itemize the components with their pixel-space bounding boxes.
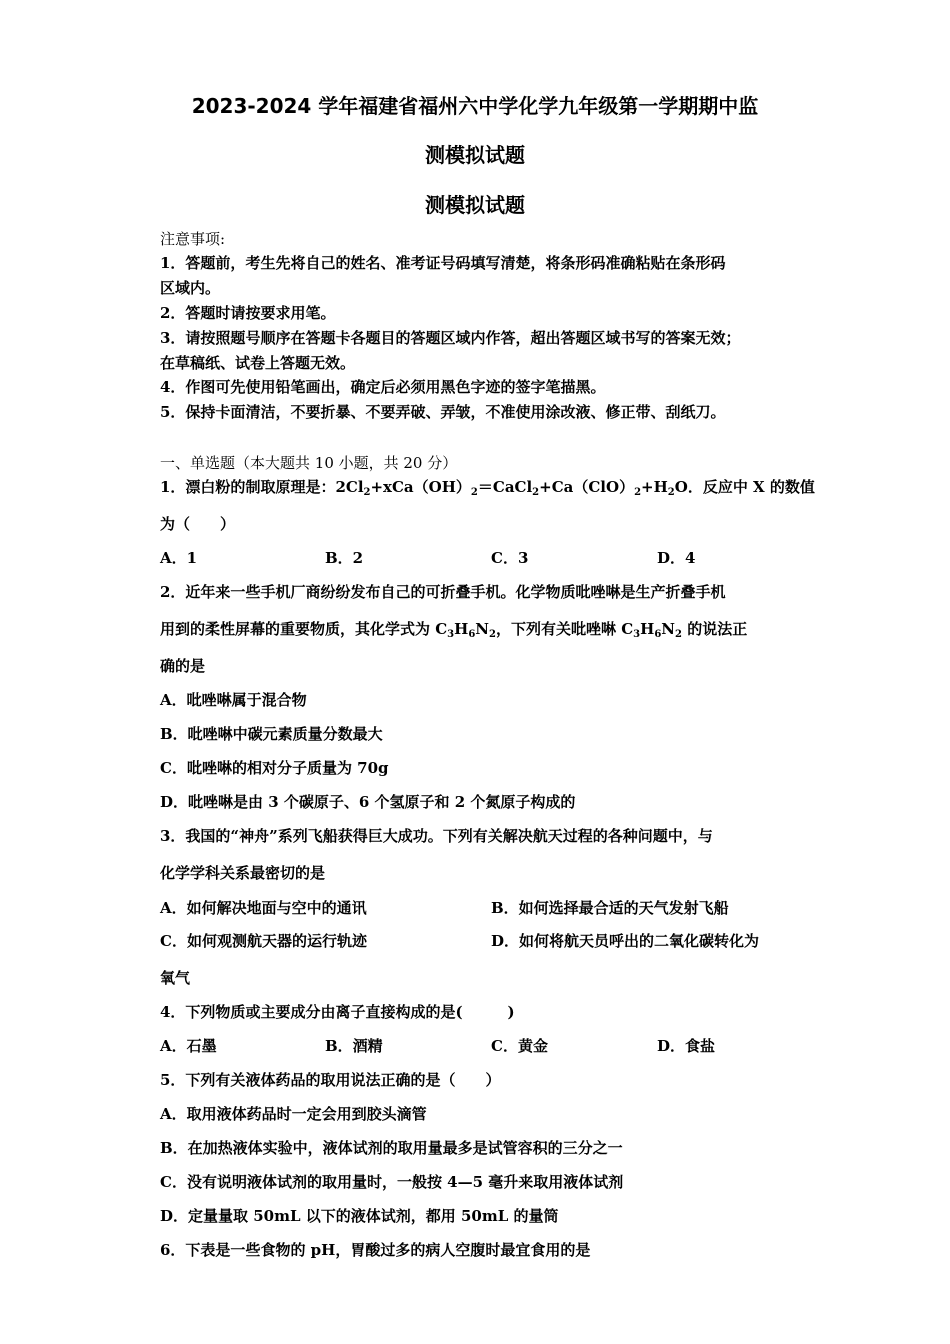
exam-title-line3: 测模拟试题 — [425, 193, 525, 217]
question-2-stem: 2．近年来一些手机厂商纷纷发布自己的可折叠手机。化学物质吡唑啉是生产折叠手机 — [160, 583, 726, 601]
notice-item-5: 5．保持卡面清洁，不要折暴、不要弄破、弄皱，不准使用涂改液、修正带、刮纸刀。 — [160, 403, 726, 421]
question-1-stem-cont: 为（ ） — [160, 515, 236, 533]
notice-heading: 注意事项: — [160, 230, 226, 248]
notice-item-2: 2．答题时请按要求用笔。 — [160, 304, 336, 322]
q1-option-d: D．4 — [657, 549, 696, 567]
exam-title-line2: 测模拟试题 — [425, 143, 525, 167]
q2-option-b: B．吡唑啉中碳元素质量分数最大 — [160, 725, 383, 743]
question-3-stem-cont: 化学学科关系最密切的是 — [160, 864, 326, 882]
q2-option-a: A．吡唑啉属于混合物 — [160, 691, 307, 709]
notice-item-1: 1．答题前，考生先将自己的姓名、准考证号码填写清楚，将条形码准确粘贴在条形码 — [160, 254, 726, 272]
q3-option-d: D．如何将航天员呼出的二氧化碳转化为 — [491, 932, 760, 950]
q4-option-b: B．酒精 — [325, 1037, 383, 1055]
question-2-stem-cont: 用到的柔性屏幕的重要物质，其化学式为 $C_3H_6N_2$，下列有关吡唑啉 $C_3H_6N_2$ 的说法正 — [160, 620, 748, 640]
q2-option-c: C．吡唑啉的相对分子质量为 70g — [160, 759, 389, 777]
q2-option-d: D．吡唑啉是由 3 个碳原子、6 个氢原子和 2 个氮原子构成的 — [160, 793, 576, 811]
question-5-stem: 5．下列有关液体药品的取用说法正确的是（ ） — [160, 1071, 501, 1089]
q4-option-d: D．食盐 — [657, 1037, 716, 1055]
q3-option-b: B．如何选择最合适的天气发射飞船 — [491, 899, 729, 917]
exam-title-line1: 2023-2024 学年福建省福州六中学化学九年级第一学期期中监 — [191, 94, 759, 118]
q3-option-c: C．如何观测航天器的运行轨迹 — [160, 932, 367, 950]
q3-option-a: A．如何解决地面与空中的通讯 — [160, 899, 367, 917]
q5-option-c: C．没有说明液体试剂的取用量时，一般按 4—5 毫升来取用液体试剂 — [160, 1173, 624, 1191]
q5-option-a: A．取用液体药品时一定会用到胶头滴管 — [160, 1105, 427, 1123]
q5-option-b: B．在加热液体实验中，液体试剂的取用量最多是试管容积的三分之一 — [160, 1139, 623, 1157]
question-3-stem: 3．我国的“神舟”系列飞船获得巨大成功。下列有关解决航天过程的各种问题中，与 — [160, 827, 713, 845]
q4-option-a: A．石墨 — [160, 1037, 217, 1055]
notice-item-3-cont: 在草稿纸、试卷上答题无效。 — [160, 354, 356, 372]
q5-option-d: D．定量量取 50mL 以下的液体试剂，都用 50mL 的量筒 — [160, 1207, 559, 1225]
q1-option-c: C．3 — [491, 549, 529, 567]
section-heading: 一、单选题（本大题共 10 小题，共 20 分） — [160, 454, 458, 472]
question-1-stem: 1．漂白粉的制取原理是：$2Cl_2+xCa(OH)_2=CaCl_2+Ca(ClO)_2+H_2O$．反应中 X 的数值 — [160, 478, 815, 498]
q1-option-b: B．2 — [325, 549, 364, 567]
notice-item-1-cont: 区域内。 — [160, 279, 221, 297]
notice-item-3: 3．请按照题号顺序在答题卡各题目的答题区域内作答，超出答题区域书写的答案无效； — [160, 329, 741, 347]
question-2-stem-end: 确的是 — [160, 657, 206, 675]
question-6-stem: 6．下表是一些食物的 pH，胃酸过多的病人空腹时最宜食用的是 — [160, 1241, 591, 1259]
q4-option-c: C．黄金 — [491, 1037, 548, 1055]
question-4-stem: 4．下列物质或主要成分由离子直接构成的是( ) — [160, 1003, 515, 1021]
q3-option-d-cont: 氧气 — [160, 969, 191, 987]
q1-option-a: A．1 — [160, 549, 198, 567]
notice-item-4: 4．作图可先使用铅笔画出，确定后必须用黑色字迹的签字笔描黑。 — [160, 378, 606, 396]
